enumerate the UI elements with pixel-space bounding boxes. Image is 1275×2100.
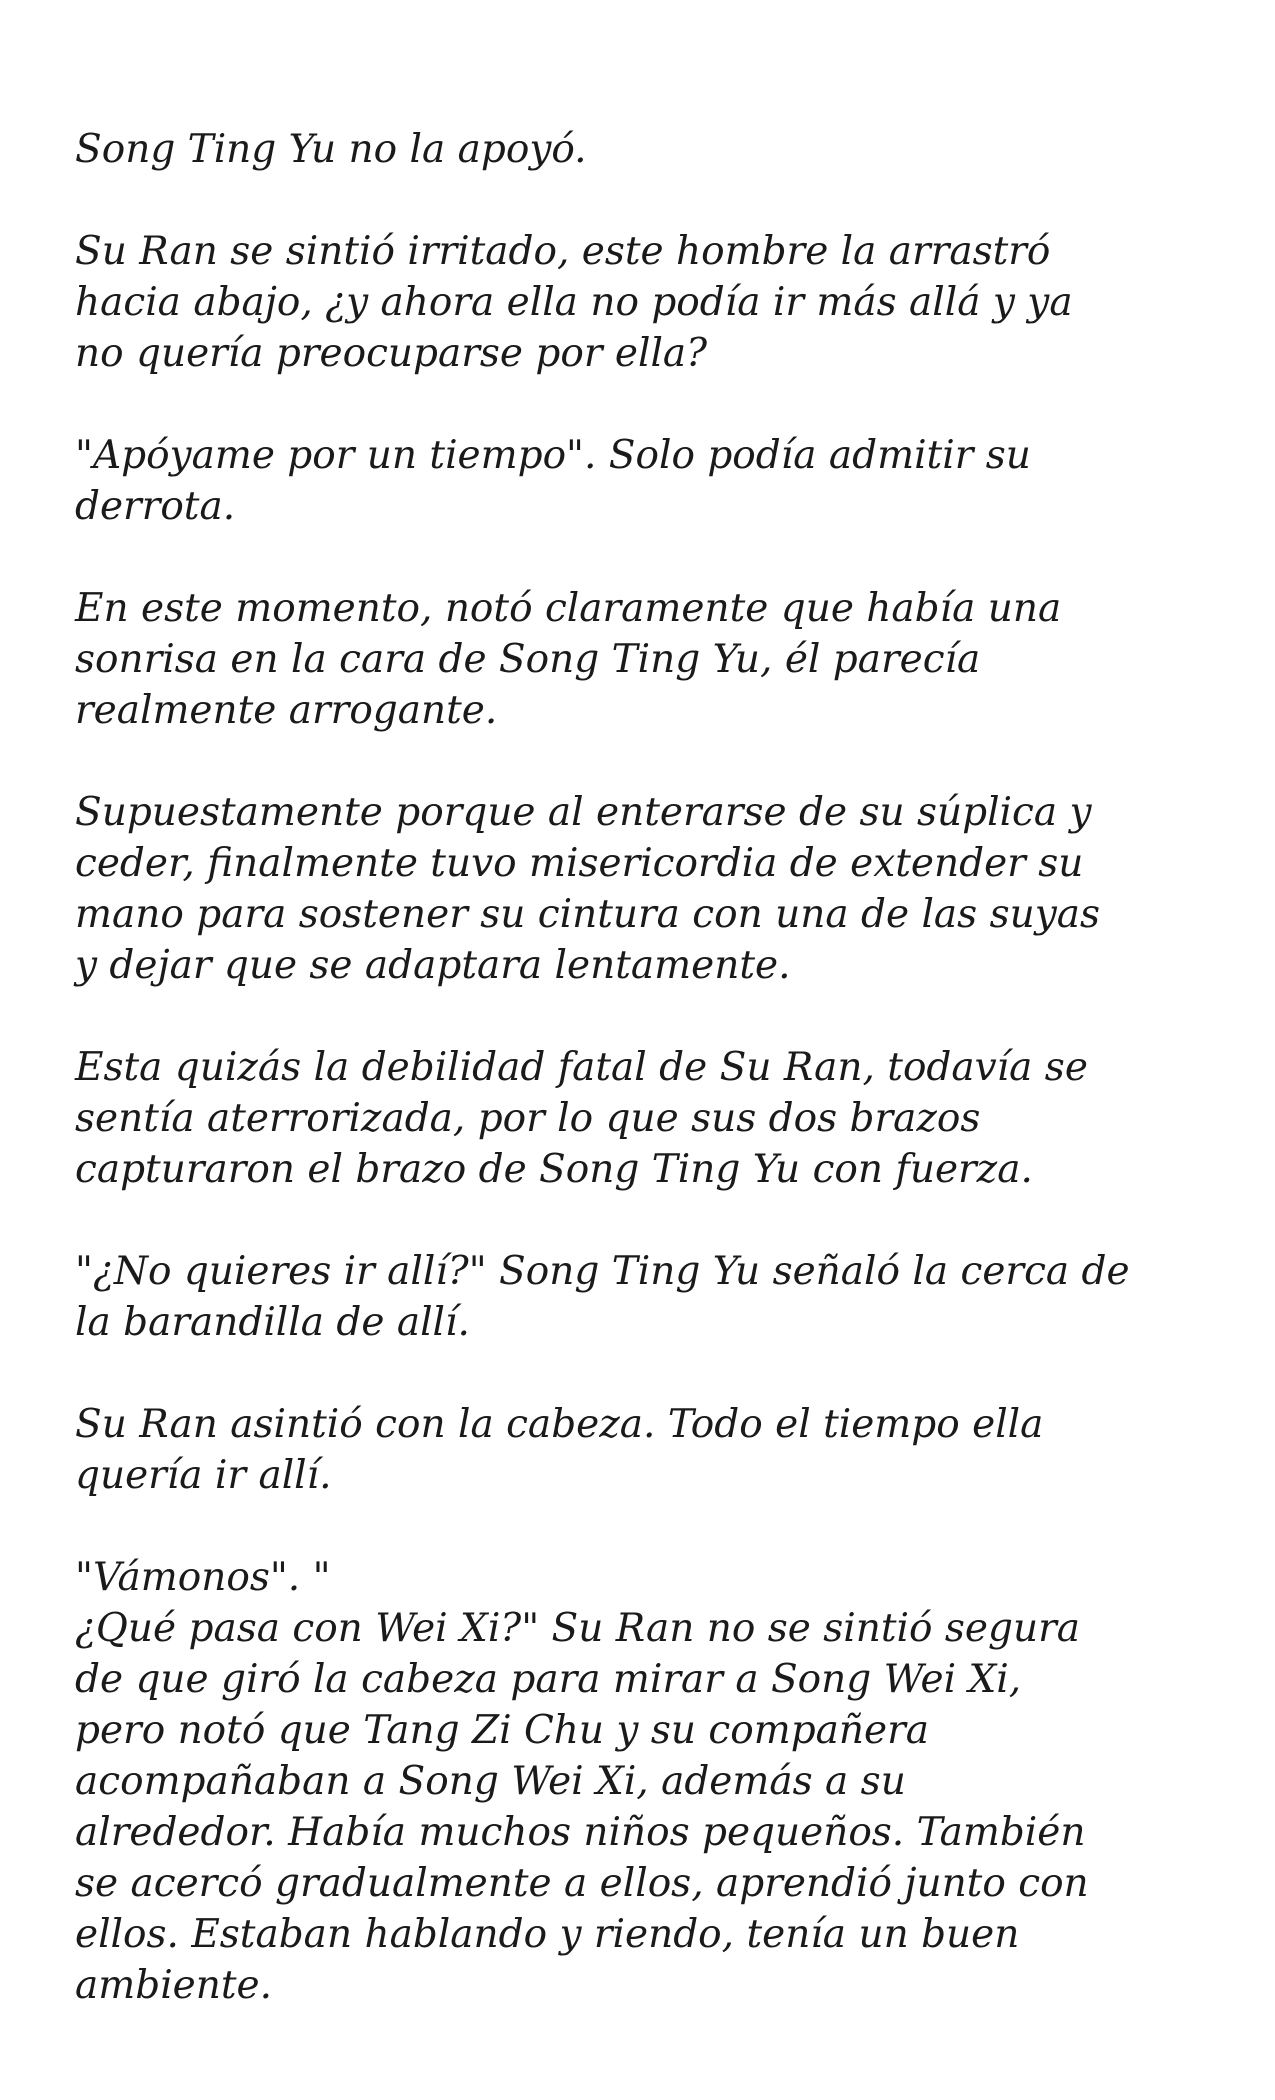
text-line: y dejar que se adaptara lentamente. xyxy=(75,943,791,988)
text-line: Supuestamente porque al enterarse de su súplica y xyxy=(75,790,1092,835)
text-line: quería ir allí. xyxy=(75,1453,332,1498)
paragraph xyxy=(75,1552,1215,2011)
text-line: hacia abajo, ¿y ahora ella no podía ir más allá y ya xyxy=(75,280,1073,325)
text-line: la barandilla de allí. xyxy=(75,1300,470,1345)
paragraph xyxy=(75,787,1215,991)
text-line: "Vámonos". " xyxy=(75,1555,331,1600)
paragraph xyxy=(75,1042,1215,1195)
paragraph xyxy=(75,124,1215,175)
paragraph xyxy=(75,226,1215,379)
document-page xyxy=(75,124,1215,2062)
text-line: alrededor. Había muchos niños pequeños. También xyxy=(75,1810,1086,1855)
text-line: derrota. xyxy=(75,484,236,529)
paragraph xyxy=(75,1246,1215,1348)
text-line: ellos. Estaban hablando y riendo, tenía un buen xyxy=(75,1912,1020,1957)
text-line: realmente arrogante. xyxy=(75,688,498,733)
text-line: ¿Qué pasa con Wei Xi?" Su Ran no se sintió segura xyxy=(75,1606,1080,1651)
text-line: Su Ran se sintió irritado, este hombre la arrastró xyxy=(75,229,1051,274)
text-line: se acercó gradualmente a ellos, aprendió junto con xyxy=(75,1861,1089,1906)
paragraph xyxy=(75,583,1215,736)
text-line: "¿No quieres ir allí?" Song Ting Yu señaló la cerca de xyxy=(75,1249,1130,1294)
text-line: de que giró la cabeza para mirar a Song Wei Xi, xyxy=(75,1657,1022,1702)
text-line: capturaron el brazo de Song Ting Yu con fuerza. xyxy=(75,1147,1033,1192)
text-line: pero notó que Tang Zi Chu y su compañera xyxy=(75,1708,930,1753)
text-line: ceder, finalmente tuvo misericordia de extender su xyxy=(75,841,1084,886)
text-line: no quería preocuparse por ella? xyxy=(75,331,708,376)
text-line: En este momento, notó claramente que había una xyxy=(75,586,1062,631)
text-line: Su Ran asintió con la cabeza. Todo el tiempo ella xyxy=(75,1402,1044,1447)
text-line: sonrisa en la cara de Song Ting Yu, él parecía xyxy=(75,637,981,682)
text-line: Esta quizás la debilidad fatal de Su Ran, todavía se xyxy=(75,1045,1088,1090)
text-line: Song Ting Yu no la apoyó. xyxy=(75,127,587,172)
text-line: acompañaban a Song Wei Xi, además a su xyxy=(75,1759,906,1804)
paragraph xyxy=(75,1399,1215,1501)
paragraph xyxy=(75,430,1215,532)
text-line: sentía aterrorizada, por lo que sus dos brazos xyxy=(75,1096,981,1141)
text-line: mano para sostener su cintura con una de las suyas xyxy=(75,892,1101,937)
text-line: ambiente. xyxy=(75,1963,273,2008)
text-line: "Apóyame por un tiempo". Solo podía admitir su xyxy=(75,433,1031,478)
